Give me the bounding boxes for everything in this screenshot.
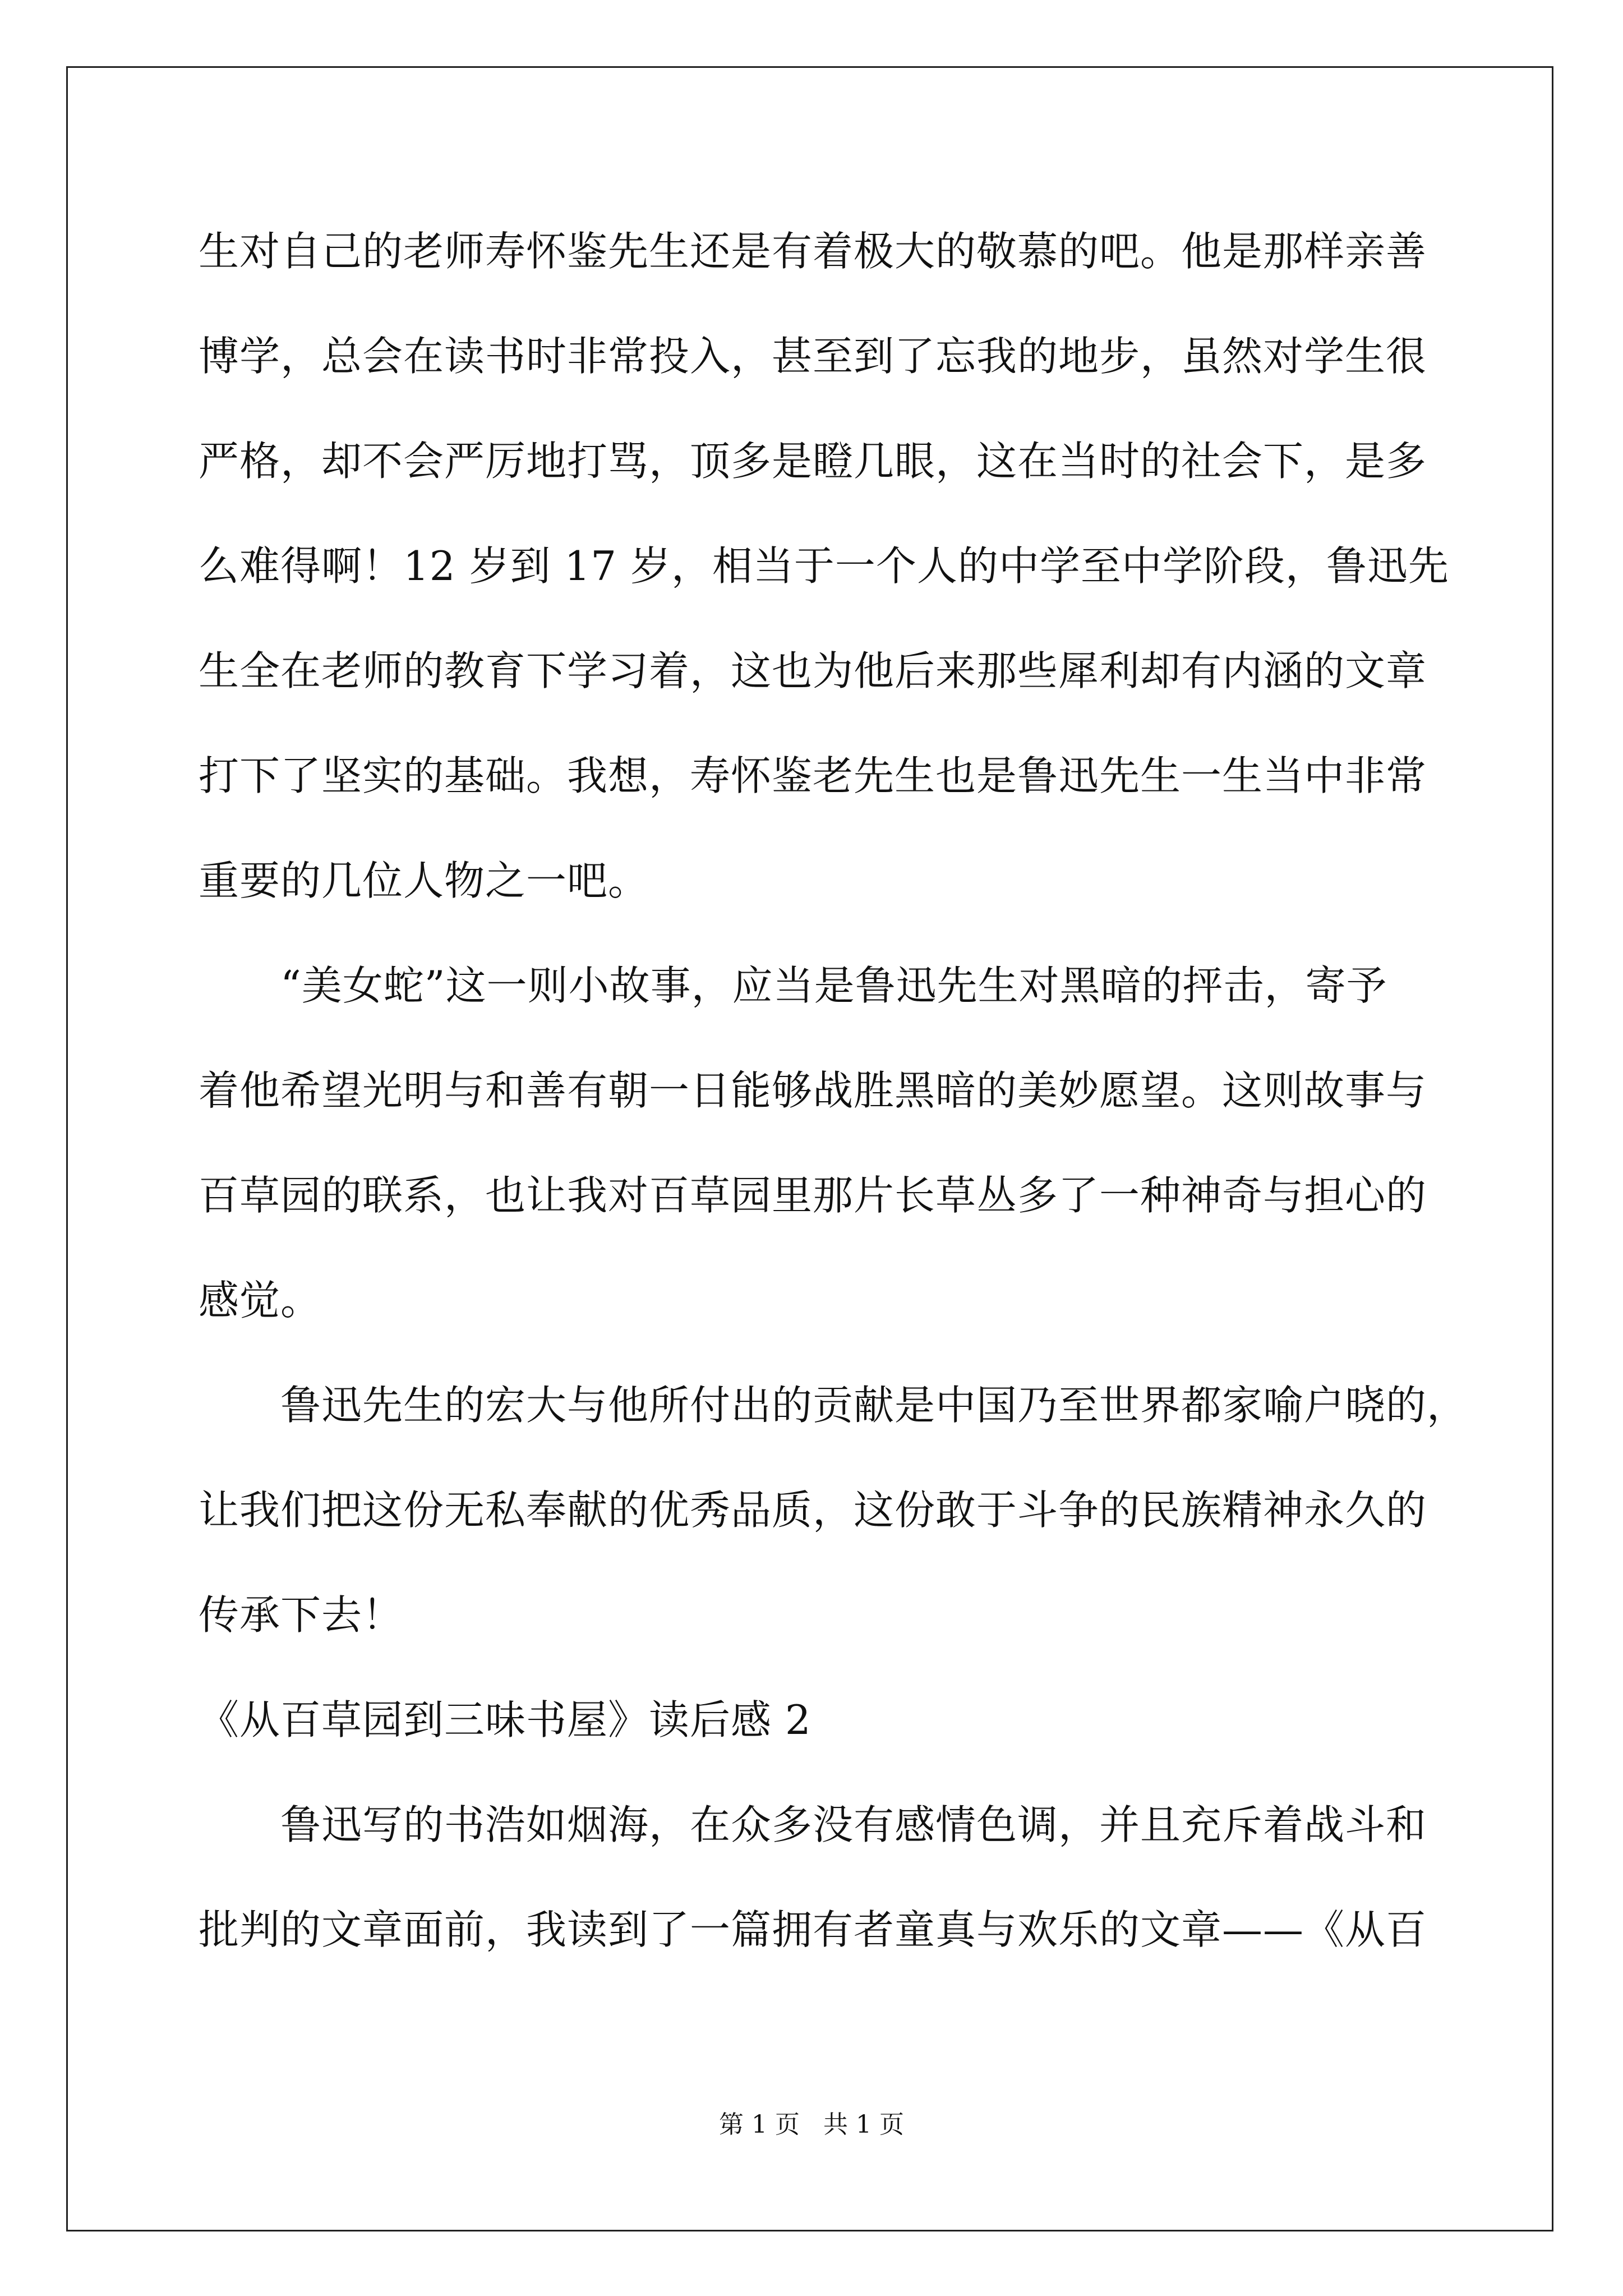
text-line: 生对自己的老师寿怀鉴先生还是有着极大的敬慕的吧。他是那样亲善 [199, 228, 1427, 275]
text-line: 生全在老师的教育下学习着，这也为他后来那些犀利却有内涵的文章 [199, 647, 1427, 694]
page-total: 共 1 页 [823, 2110, 904, 2139]
text-line: 重要的几位人物之一吧。 [199, 857, 649, 904]
text-line: “美女蛇”这一则小故事，应当是鲁迅先生对黑暗的抨击，寄予 [199, 962, 1387, 1009]
text-line: 鲁迅先生的宏大与他所付出的贡献是中国乃至世界都家喻户晓的， [199, 1382, 1468, 1429]
page-number: 第 1 页 [719, 2110, 800, 2139]
text-line: 传承下去！ [199, 1591, 404, 1639]
document-body [199, 199, 1468, 1982]
text-line: 严格，却不会严厉地打骂，顶多是瞪几眼，这在当时的社会下，是多 [199, 438, 1427, 485]
text-line: 鲁迅写的书浩如烟海，在众多没有感情色调，并且充斥着战斗和 [199, 1801, 1427, 1848]
text-line: 感觉。 [199, 1277, 322, 1324]
text-line: 着他希望光明与和善有朝一日能够战胜黑暗的美妙愿望。这则故事与 [199, 1067, 1427, 1114]
section-heading: 《从百草园到三味书屋》读后感 2 [199, 1696, 811, 1743]
text-line: 打下了坚实的基础。我想，寿怀鉴老先生也是鲁迅先生一生当中非常 [199, 752, 1427, 799]
text-line: 批判的文章面前，我读到了一篇拥有者童真与欢乐的文章——《从百 [199, 1906, 1427, 1953]
text-line: 百草园的联系，也让我对百草园里那片长草丛多了一种神奇与担心的 [199, 1172, 1427, 1219]
text-line: 么难得啊！12 岁到 17 岁，相当于一个人的中学至中学阶段，鲁迅先 [199, 542, 1449, 590]
text-line: 让我们把这份无私奉献的优秀品质，这份敢于斗争的民族精神永久的 [199, 1487, 1427, 1534]
text-line: 博学，总会在读书时非常投入，甚至到了忘我的地步，虽然对学生很 [199, 333, 1427, 380]
page-footer [0, 2108, 1623, 2142]
